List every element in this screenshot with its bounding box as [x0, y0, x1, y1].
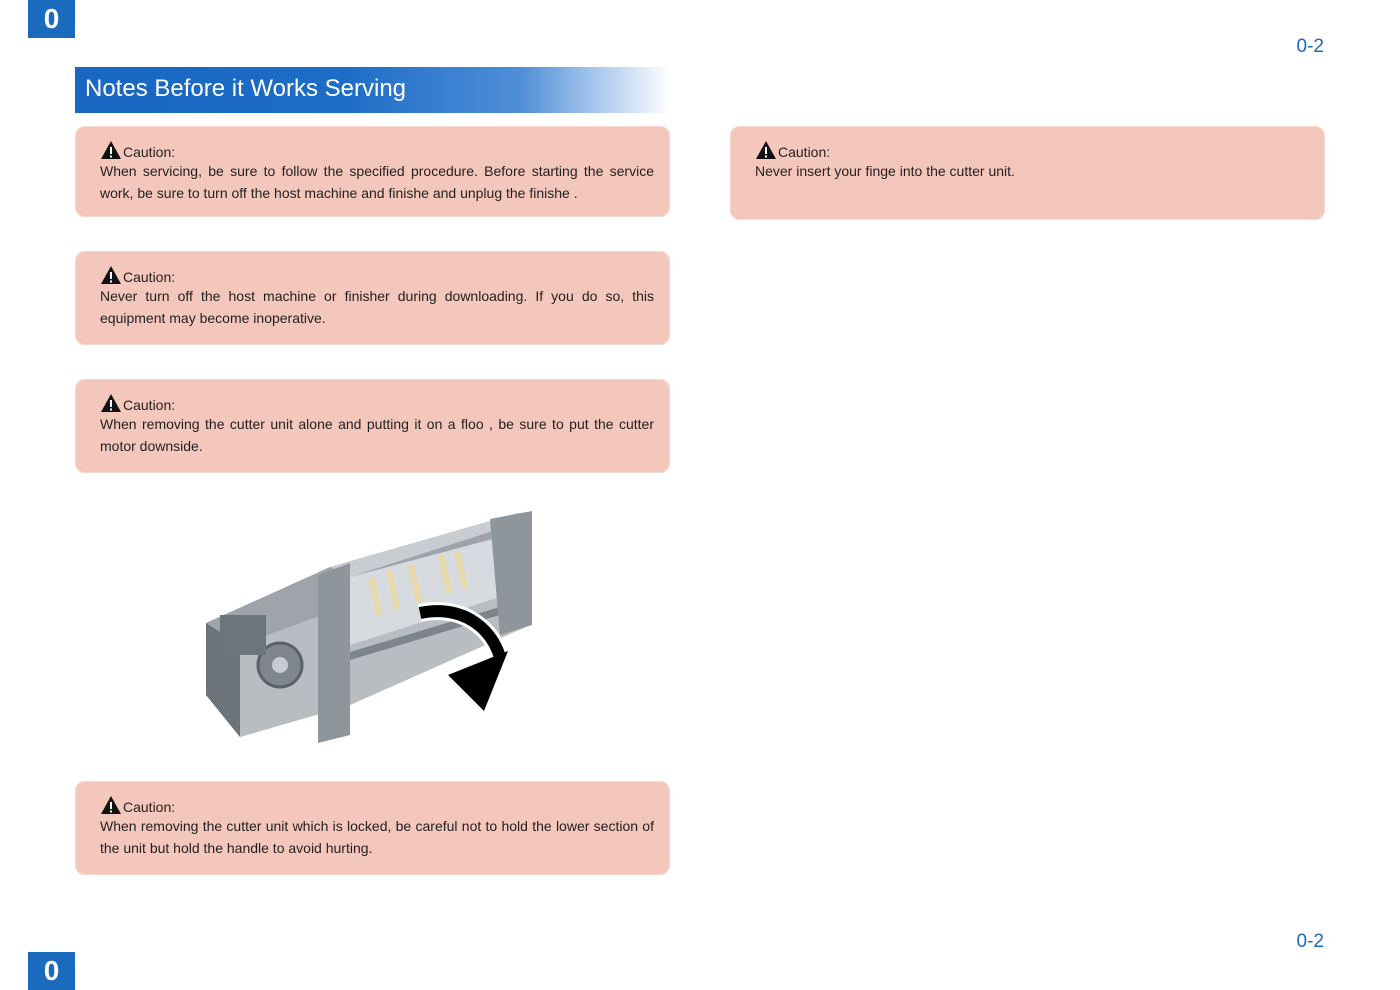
page-number-footer: 0-2: [1296, 931, 1324, 952]
caution-header: [100, 265, 654, 285]
caution-box: [75, 251, 670, 345]
caution-box: [75, 781, 670, 875]
caution-text: When removing the cutter unit which is locked, be careful not to hold the lower section of the unit but hold the handle to avoid hurting.: [100, 818, 654, 856]
caution-box: [75, 126, 670, 217]
section-title: Notes Before it Works Serving: [75, 67, 670, 113]
caution-text: Never insert your finge into the cutter unit.: [755, 163, 1015, 179]
cutter-unit-illustration: [200, 505, 540, 745]
caution-header: [100, 795, 654, 815]
caution-box: [730, 126, 1325, 220]
warning-icon: [100, 393, 122, 413]
caution-label: Caution:: [123, 144, 176, 160]
caution-box: [75, 379, 670, 473]
warning-icon: [100, 795, 122, 815]
caution-label: Caution:: [123, 799, 176, 815]
caution-header: [100, 393, 654, 413]
warning-icon: [755, 140, 777, 160]
caution-text: When servicing, be sure to follow the specified procedure. Before starting the service work, be sure to turn off the host machine and finishe and unplug the finishe .: [100, 163, 654, 201]
caution-label: Caution:: [778, 144, 831, 160]
caution-text: When removing the cutter unit alone and putting it on a floo , be sure to put the cutter motor downside.: [100, 416, 654, 454]
caution-label: Caution:: [123, 397, 176, 413]
warning-icon: [100, 265, 122, 285]
warning-icon: [100, 140, 122, 160]
chapter-tab-footer[interactable]: 0: [28, 952, 75, 990]
page-number: 0-2: [1296, 36, 1324, 57]
chapter-tab[interactable]: 0: [28, 0, 75, 38]
caution-label: Caution:: [123, 269, 176, 285]
caution-text: Never turn off the host machine or finisher during downloading. If you do so, this equipment may become inoperative.: [100, 288, 654, 326]
caution-header: [755, 140, 1309, 160]
caution-header: [100, 140, 654, 160]
